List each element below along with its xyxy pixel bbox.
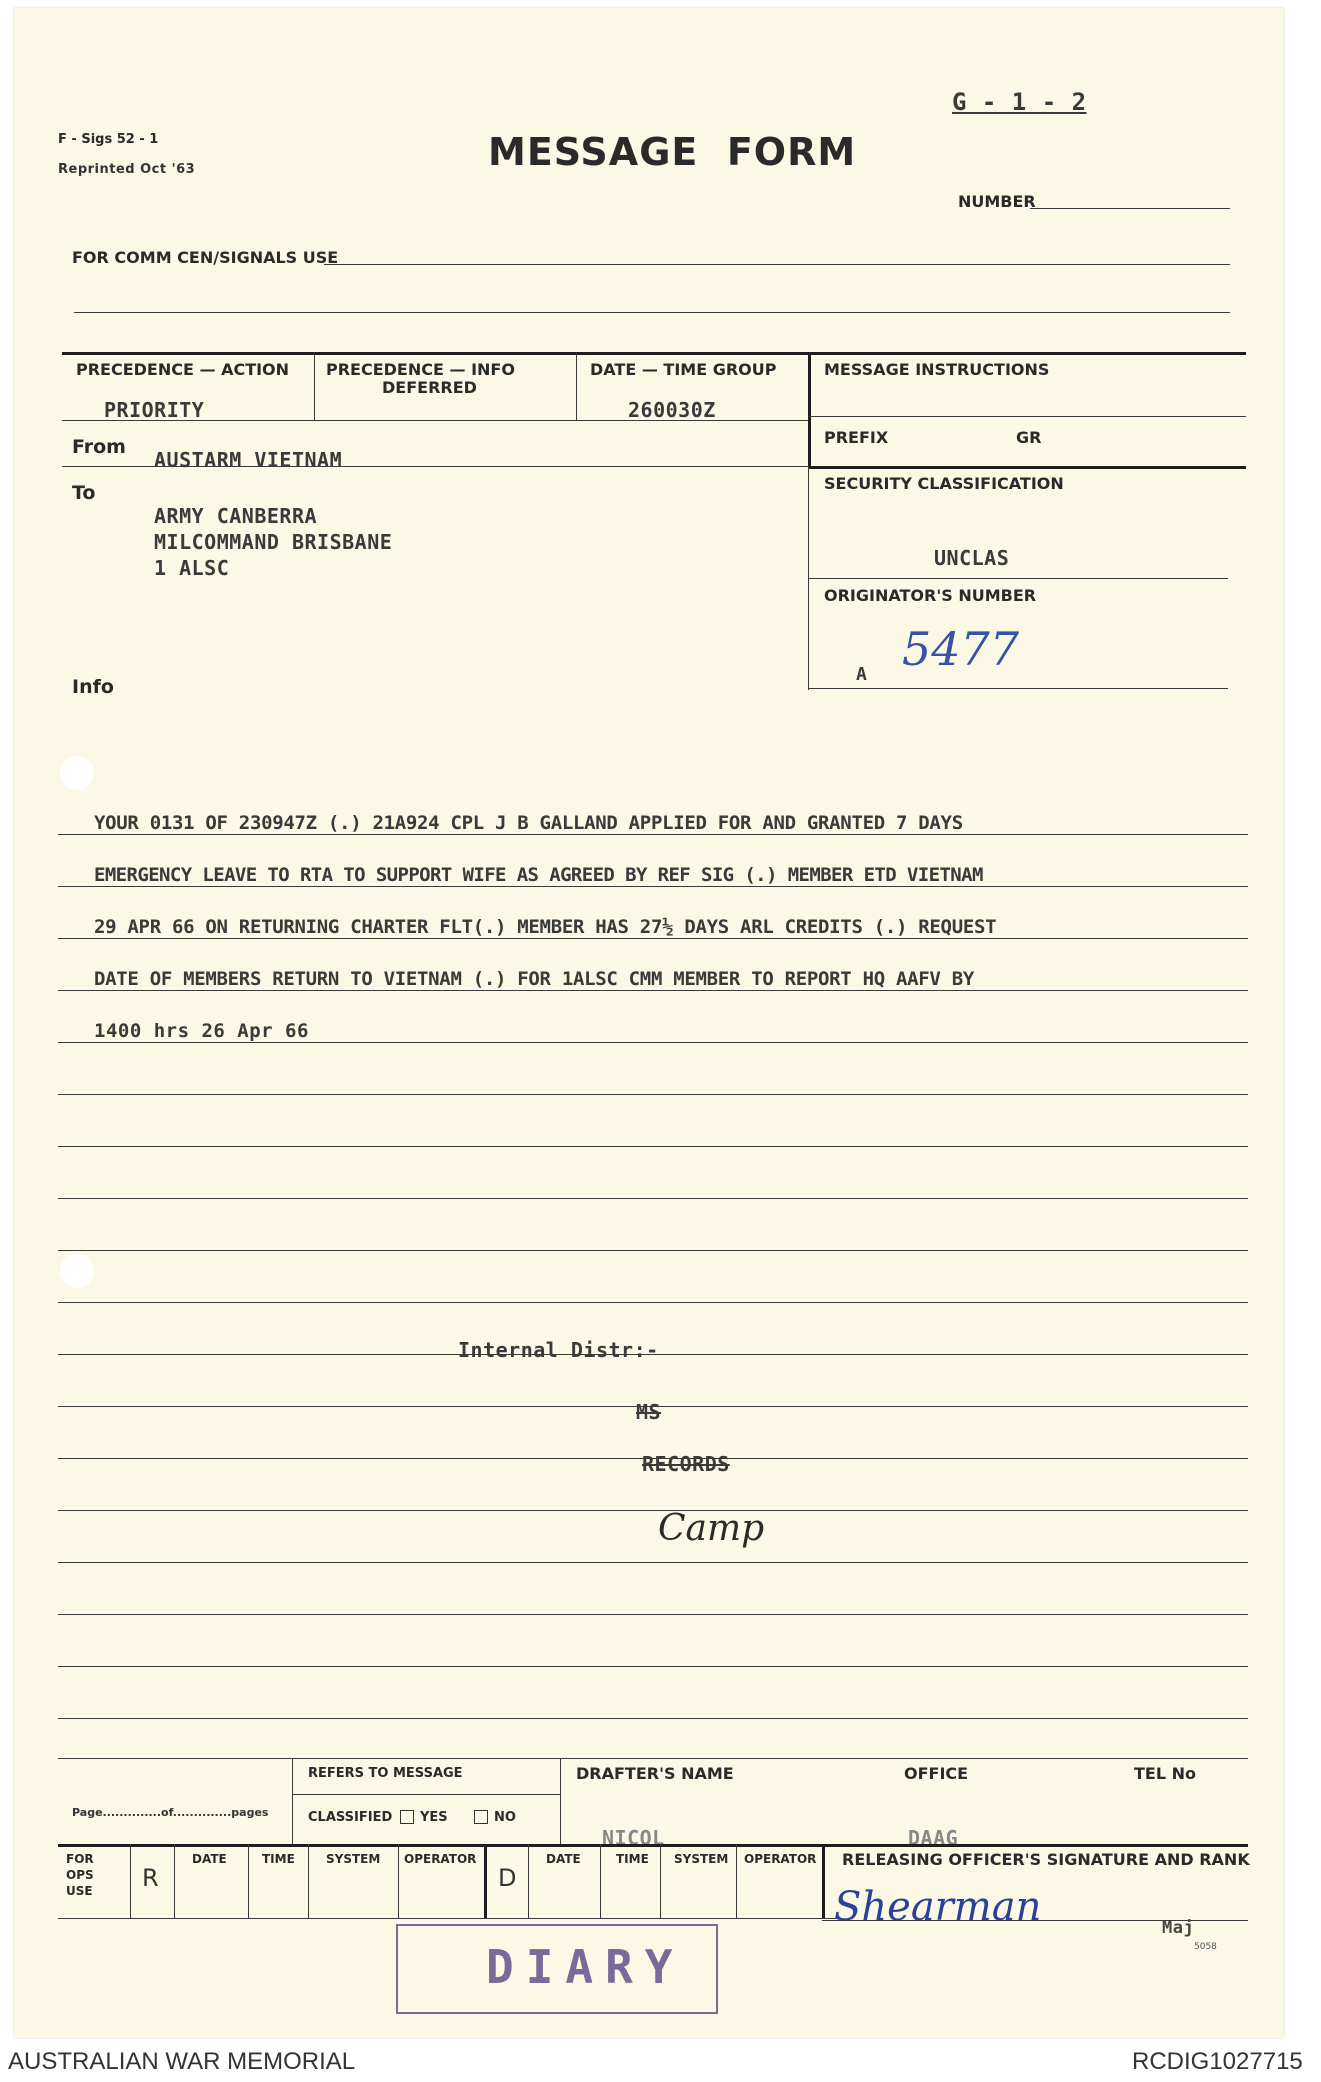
form-code: F - Sigs 52 - 1: [58, 132, 159, 147]
r-date-label: DATE: [192, 1852, 227, 1866]
precedence-action-value: PRIORITY: [104, 398, 205, 422]
ops-divider: [248, 1844, 249, 1918]
prefix-label: PREFIX: [824, 428, 889, 447]
refers-label: REFERS TO MESSAGE: [308, 1766, 463, 1781]
ops-divider: [398, 1844, 399, 1918]
dtg-value: 260030Z: [628, 398, 716, 422]
message-line: 29 APR 66 ON RETURNING CHARTER FLT(.) MEMBER HAS 27½ DAYS ARL CREDITS (.) REQUEST: [94, 916, 997, 938]
ruled-line: [58, 1250, 1248, 1251]
office-label: OFFICE: [904, 1764, 969, 1783]
reprinted-note: Reprinted Oct '63: [58, 162, 196, 177]
d-system-label: SYSTEM: [674, 1852, 729, 1866]
precedence-action-label: PRECEDENCE — ACTION: [76, 360, 290, 379]
distribution-item: RECORDS: [642, 1452, 730, 1476]
drafter-label: DRAFTER'S NAME: [576, 1764, 734, 1783]
originator-prefix: A: [856, 664, 868, 685]
ops-divider-thick: [822, 1844, 825, 1918]
tel-label: TEL No: [1134, 1764, 1196, 1783]
prefix-rule: [808, 416, 1246, 417]
r-system-label: SYSTEM: [326, 1852, 381, 1866]
dtg-label: DATE — TIME GROUP: [590, 360, 777, 379]
ruled-line: [58, 990, 1248, 991]
print-code: 5058: [1194, 1942, 1217, 1952]
distribution-handwritten: Camp: [658, 1508, 765, 1549]
message-instructions-label: MESSAGE INSTRUCTIONS: [824, 360, 1050, 379]
comm-cen-line-2: [74, 312, 1230, 313]
d-date-label: DATE: [546, 1852, 581, 1866]
refers-rule: [292, 1794, 560, 1795]
ruled-line: [58, 1146, 1248, 1147]
ruled-line: [58, 1094, 1248, 1095]
footer-divider: [560, 1758, 561, 1844]
punch-hole: [60, 1254, 94, 1288]
message-form-sheet: [14, 8, 1284, 2038]
diary-stamp-text: DIARY: [486, 1940, 685, 1994]
originator-bottom-rule: [808, 688, 1228, 689]
security-rule: [808, 578, 1228, 579]
gr-label: GR: [1016, 428, 1042, 447]
header-divider: [576, 352, 577, 420]
ruled-line: [58, 834, 1248, 835]
ruled-line: [58, 1718, 1248, 1719]
releasing-officer-rank: Maj: [1162, 1918, 1195, 1938]
originator-label: ORIGINATOR'S NUMBER: [824, 586, 1037, 605]
signature-rule: [822, 1920, 1248, 1921]
form-title: MESSAGE FORM: [488, 130, 857, 174]
originator-number: 5477: [902, 622, 1020, 676]
header-divider: [314, 352, 315, 420]
security-label: SECURITY CLASSIFICATION: [824, 474, 1064, 493]
classified-label: CLASSIFIED: [308, 1810, 393, 1825]
to-line: ARMY CANBERRA: [154, 504, 318, 528]
comm-cen-label: FOR COMM CEN/SIGNALS USE: [72, 248, 339, 267]
comm-cen-line: [324, 264, 1230, 265]
releasing-officer-signature: Shearman: [834, 1884, 1042, 1930]
r-operator-label: OPERATOR: [404, 1852, 477, 1866]
ruled-line: [58, 1562, 1248, 1563]
ops-use-label: OPS: [66, 1868, 94, 1882]
drafter-value: NICOL: [602, 1826, 665, 1850]
prefix-bottom-rule: [808, 466, 1246, 469]
ops-divider: [130, 1844, 131, 1918]
receipt-r-label: R: [142, 1864, 159, 1892]
no-label: NO: [494, 1810, 516, 1825]
r-time-label: TIME: [262, 1852, 295, 1866]
classified-yes-checkbox[interactable]: [400, 1810, 414, 1824]
ruled-line: [58, 1666, 1248, 1667]
ops-divider: [736, 1844, 737, 1918]
ops-use-label: USE: [66, 1884, 93, 1898]
dispatch-d-label: D: [498, 1864, 517, 1892]
ruled-line: [58, 1198, 1248, 1199]
precedence-info-label: PRECEDENCE — INFO: [326, 360, 515, 379]
classified-no-checkbox[interactable]: [474, 1810, 488, 1824]
ruled-line: [58, 1510, 1248, 1511]
ruled-line: [58, 1614, 1248, 1615]
from-value: AUSTARM VIETNAM: [154, 448, 343, 472]
archive-caption-right: RCDIG1027715: [1132, 2048, 1303, 2075]
header-divider-thick: [808, 352, 811, 468]
d-time-label: TIME: [616, 1852, 649, 1866]
internal-distribution-label: Internal Distr:-: [458, 1338, 659, 1362]
ruled-line: [58, 1302, 1248, 1303]
archive-caption-left: AUSTRALIAN WAR MEMORIAL: [8, 2048, 356, 2075]
ruled-line: [58, 938, 1248, 939]
yes-label: YES: [420, 1810, 448, 1825]
message-line: DATE OF MEMBERS RETURN TO VIETNAM (.) FOR 1ALSC CMM MEMBER TO REPORT HQ AAFV BY: [94, 968, 974, 990]
ops-divider: [600, 1844, 601, 1918]
number-line: [1030, 208, 1230, 209]
header-top-rule: [62, 352, 1246, 355]
punch-hole: [60, 756, 94, 790]
ops-divider: [528, 1844, 529, 1918]
ops-divider: [660, 1844, 661, 1918]
number-label: NUMBER: [958, 192, 1036, 211]
distribution-item: MS: [636, 1400, 662, 1424]
message-line: 1400 hrs 26 Apr 66: [94, 1020, 309, 1042]
file-reference: G - 1 - 2: [952, 88, 1087, 116]
ops-top-rule: [58, 1844, 1248, 1847]
ops-divider-thick: [484, 1844, 487, 1918]
message-line: YOUR 0131 OF 230947Z (.) 21A924 CPL J B GALLAND APPLIED FOR AND GRANTED 7 DAYS: [94, 812, 963, 834]
page-count: Page..............of..............pages: [72, 1806, 269, 1819]
to-line: MILCOMMAND BRISBANE: [154, 530, 393, 554]
security-value: UNCLAS: [934, 546, 1010, 570]
info-label: Info: [72, 676, 114, 698]
ops-divider: [308, 1844, 309, 1918]
from-label: From: [72, 436, 126, 458]
deferred-label: DEFERRED: [382, 378, 477, 397]
ops-divider: [174, 1844, 175, 1918]
releasing-officer-label: RELEASING OFFICER'S SIGNATURE AND RANK: [842, 1850, 1250, 1869]
ruled-line: [58, 1042, 1248, 1043]
ops-bottom-rule: [58, 1918, 838, 1919]
ruled-line: [58, 886, 1248, 887]
footer-top-rule: [58, 1758, 1248, 1759]
to-line: 1 ALSC: [154, 556, 230, 580]
ops-use-label: FOR: [66, 1852, 94, 1866]
to-label: To: [72, 482, 96, 504]
office-value: DAAG: [908, 1826, 959, 1850]
message-line: EMERGENCY LEAVE TO RTA TO SUPPORT WIFE AS AGREED BY REF SIG (.) MEMBER ETD VIETNAM: [94, 864, 983, 886]
footer-divider: [292, 1758, 293, 1844]
d-operator-label: OPERATOR: [744, 1852, 817, 1866]
